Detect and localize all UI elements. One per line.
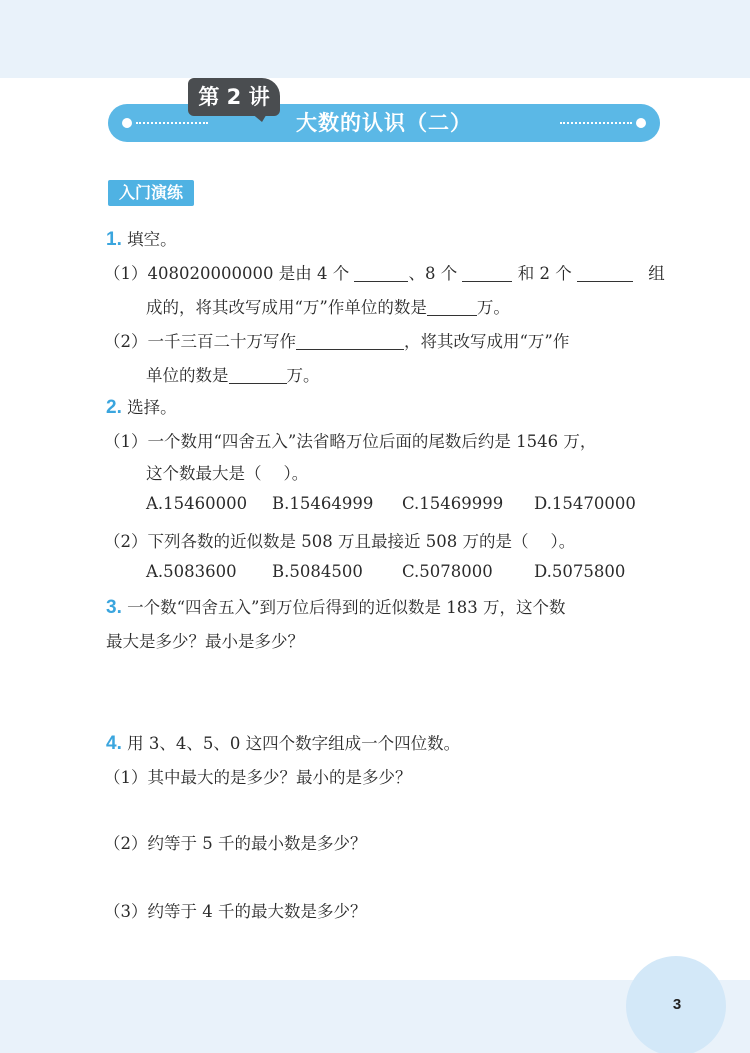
q2-p1-tag: （1） [104, 432, 148, 451]
q4-p2 [104, 830, 367, 854]
q2-p2-text1a: 下列各数的近似数是 508 万且最接近 508 万的是（ [147, 532, 529, 551]
q4-p3 [104, 898, 367, 922]
q2-p1-line1 [104, 428, 596, 452]
q2-p1-line2 [146, 460, 308, 484]
lecture-badge: 第 2 讲 [188, 78, 280, 116]
q2-p1-text1: 一个数用“四舍五入”法省略万位后面的尾数后约是 1546 万， [147, 432, 597, 451]
q2-p1-option-a[interactable]: A.15460000 [146, 494, 248, 513]
q1-p1-text3: 和 2 个 [517, 264, 572, 283]
q2-p1-text2b: ）。 [283, 464, 309, 483]
q4-prompt: 用 3、4、5、0 这四个数字组成一个四位数。 [127, 734, 461, 753]
q4-number: 4. [106, 733, 122, 754]
q1-p1-blank2[interactable] [462, 264, 512, 282]
q4-p2-text: 约等于 5 千的最小数是多少？ [147, 834, 367, 853]
q1-p1-text5: 成的，将其改写成用“万”作单位的数是 [146, 298, 427, 317]
q1-p1-blank3[interactable] [577, 264, 633, 282]
page-title: 大数的认识（二） [296, 111, 472, 135]
q1-p1-text6: 万。 [476, 298, 510, 317]
q1-p1-text4: 组 [648, 264, 665, 283]
top-band [0, 0, 750, 78]
q4-p3-text: 约等于 4 千的最大数是多少？ [147, 902, 367, 921]
q1-p1-text: 408020000000 是由 4 个 [147, 264, 350, 283]
q3-line2: 最大是多少？最小是多少？ [106, 632, 304, 651]
q4-heading [106, 730, 460, 755]
q4-p1-text: 其中最大的是多少？最小的是多少？ [147, 768, 412, 787]
q1-number: 1. [106, 229, 122, 250]
q1-prompt: 填空。 [127, 230, 177, 249]
q2-p2-tag: （2） [104, 532, 148, 551]
q1-p2-line2 [146, 362, 320, 386]
q2-heading [106, 394, 177, 419]
q1-p1-blank1[interactable] [354, 264, 408, 282]
q2-p2-option-b[interactable]: B.5084500 [272, 562, 363, 581]
q1-p2-text1: 一千三百二十万写作 [147, 332, 296, 351]
q2-p2-option-c[interactable]: C.5078000 [402, 562, 493, 581]
q3-number: 3. [106, 597, 122, 618]
section-tag: 入门演练 [108, 180, 194, 206]
q2-p1-option-b[interactable]: B.15464999 [272, 494, 374, 513]
q1-p2-text2: ，将其改写成用“万”作 [404, 332, 570, 351]
q2-p2-option-d[interactable]: D.5075800 [534, 562, 626, 581]
q1-p1-text2: 、8 个 [408, 264, 458, 283]
q2-p2-text1b: ）。 [550, 532, 576, 551]
q2-p1-text2a: 这个数最大是（ [146, 464, 262, 483]
q1-heading [106, 226, 177, 251]
q2-prompt: 选择。 [127, 398, 177, 417]
q1-p1-line2 [146, 294, 510, 318]
q4-p1 [104, 764, 412, 788]
q2-p1-option-c[interactable]: C.15469999 [402, 494, 504, 513]
q1-p2-tag: （2） [104, 332, 148, 351]
q2-number: 2. [106, 397, 122, 418]
q4-p1-tag: （1） [104, 768, 148, 787]
q4-p2-tag: （2） [104, 834, 148, 853]
q1-p2-text3: 单位的数是 [146, 366, 229, 385]
q1-p2-blank2[interactable] [229, 366, 287, 384]
page-number: 3 [672, 996, 682, 1013]
q2-p2-option-a[interactable]: A.5083600 [146, 562, 237, 581]
q1-p2-text4: 万。 [286, 366, 320, 385]
q1-p2-line1 [104, 328, 569, 352]
q1-p1-blank4[interactable] [427, 298, 477, 316]
q1-p1-tag: （1） [104, 264, 148, 283]
q2-p2-line1 [104, 528, 575, 552]
q4-p3-tag: （3） [104, 902, 148, 921]
q1-p2-blank1[interactable] [296, 332, 404, 350]
q3-text1: 一个数“四舍五入”到万位后得到的近似数是 183 万，这个数 [127, 598, 566, 617]
q3-line1 [106, 594, 565, 619]
q1-p1-line1 [104, 260, 665, 284]
q2-p1-option-d[interactable]: D.15470000 [534, 494, 636, 513]
